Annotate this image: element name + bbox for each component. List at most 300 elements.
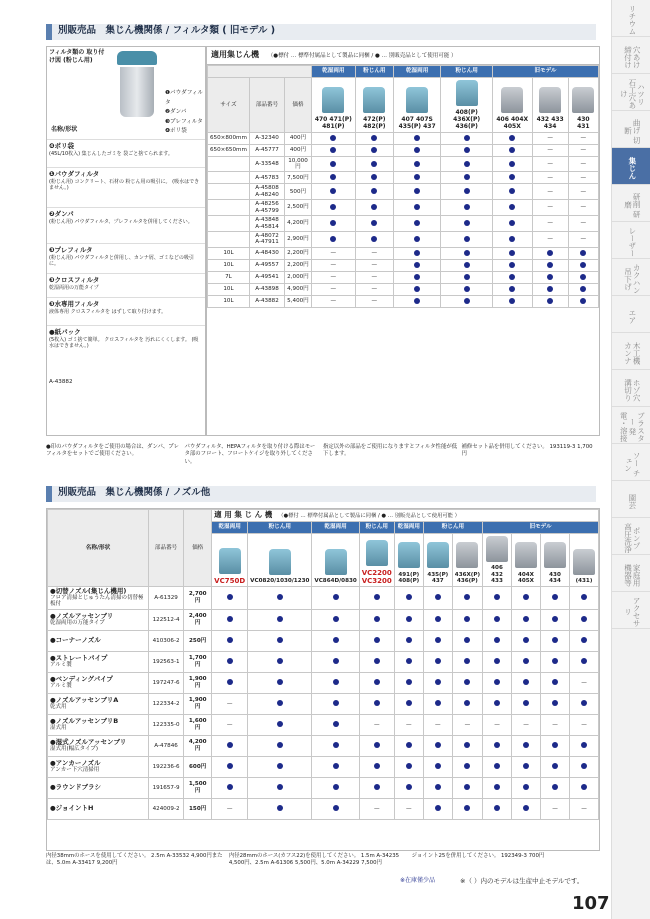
available-dot-icon: [371, 188, 377, 194]
compat-cell: [248, 609, 312, 630]
available-dot-icon: [494, 700, 500, 706]
compat-cell: [359, 798, 394, 819]
column-header: 名称/形状: [48, 510, 149, 587]
compat-cell: [541, 714, 570, 735]
compat-cell: [568, 184, 598, 200]
sidebar-item-1[interactable]: 穴あけ 締付け: [612, 37, 650, 74]
available-dot-icon: [333, 784, 339, 790]
available-dot-icon: [547, 250, 553, 256]
available-dot-icon: [435, 742, 441, 748]
part-number-cell: A-33548: [249, 156, 284, 172]
part-number-cell: A-48072 A-47911: [249, 231, 284, 247]
size-cell: [208, 156, 250, 172]
available-dot-icon: [552, 679, 558, 685]
compat-cell: [312, 777, 359, 798]
available-dot-icon: [580, 286, 586, 292]
available-dot-icon: [277, 784, 283, 790]
compat-cell: [483, 714, 512, 735]
available-dot-icon: [494, 784, 500, 790]
model-name: 472(P) 482(P): [363, 115, 386, 130]
compat-cell: [532, 259, 568, 271]
compat-cell: [393, 259, 441, 271]
available-dot-icon: [494, 658, 500, 664]
compat-cell: [359, 756, 394, 777]
group-header: 乾湿両用: [312, 522, 359, 534]
nozzle-sub: 乾湿両用の万能タイプ: [50, 620, 105, 627]
model-cell: [452, 534, 482, 587]
sidebar-item-9[interactable]: 木工機 カンナ: [612, 333, 650, 370]
part-label: ❹ポリ袋: [165, 128, 187, 134]
not-applicable-dash: —: [547, 160, 553, 167]
price-cell: 250円: [184, 630, 212, 651]
vacuum-icon: [406, 87, 428, 113]
model-cell: [568, 78, 598, 133]
compat-cell: [311, 259, 355, 271]
compat-cell: [532, 271, 568, 283]
compat-cell: [248, 798, 312, 819]
price-cell: 1,600円: [184, 714, 212, 735]
available-dot-icon: [277, 763, 283, 769]
available-dot-icon: [464, 220, 470, 226]
compat-cell: [423, 756, 452, 777]
available-dot-icon: [374, 679, 380, 685]
available-dot-icon: [581, 616, 587, 622]
filter-name: ❹ポリ袋: [49, 142, 75, 150]
compat-cell: [532, 295, 568, 307]
available-dot-icon: [509, 250, 515, 256]
available-dot-icon: [464, 700, 470, 706]
legend: （●標付 … 標準付属品として製品に同梱 / ● … 別販売品として使用可能 ）: [278, 513, 460, 520]
available-dot-icon: [414, 286, 420, 292]
compat-cell: [393, 132, 441, 144]
available-dot-icon: [414, 298, 420, 304]
price-cell: 5,400円: [285, 295, 312, 307]
part-number-cell: 192563-1: [148, 651, 183, 672]
model-cell: [248, 534, 312, 587]
nozzle-sub: 湿式用(幅広タイプ): [50, 746, 99, 753]
sidebar-item-0[interactable]: リチウム: [612, 0, 650, 37]
available-dot-icon: [552, 784, 558, 790]
sidebar-item-7[interactable]: カクハン 吊下げ: [612, 259, 650, 296]
compat-cell: [492, 172, 532, 184]
nozzle-sub: 乾式用: [50, 704, 67, 711]
model-name: (431): [575, 578, 593, 585]
not-applicable-dash: —: [226, 805, 233, 812]
vacuum-icon: [322, 87, 344, 113]
compat-cell: [359, 586, 394, 609]
available-dot-icon: [547, 286, 553, 292]
not-applicable-dash: —: [373, 805, 380, 812]
compat-cell: [492, 247, 532, 259]
applicable-heading: 適用集じん機: [211, 50, 259, 59]
nozzle-table: [47, 509, 599, 820]
available-dot-icon: [464, 616, 470, 622]
part-label: ❷ダンパ: [165, 109, 187, 115]
sidebar-item-11[interactable]: ブラスター 発電・溶接: [612, 407, 650, 444]
compat-cell: [568, 200, 598, 216]
filter-desc: (粉じん用) パウダフィルタと併用し、カンナ屑、ゴミなどの吸引に。: [49, 254, 194, 268]
vacuum-icon: [515, 542, 537, 568]
sidebar-item-12[interactable]: ソー チェン: [612, 444, 650, 481]
compat-cell: [452, 672, 482, 693]
compat-cell: [483, 756, 512, 777]
compat-cell: [311, 216, 355, 232]
price-cell: 1,700円: [184, 651, 212, 672]
filter-name: ❸クロスフィルタ: [49, 276, 100, 284]
available-dot-icon: [509, 204, 515, 210]
not-applicable-dash: —: [547, 134, 553, 141]
compat-cell: [492, 216, 532, 232]
vacuum-icon: [501, 87, 523, 113]
part-number-cell: A-48430: [249, 247, 284, 259]
compat-cell: [212, 798, 248, 819]
price-cell: 4,900円: [285, 283, 312, 295]
compat-cell: [541, 672, 570, 693]
sidebar-item-6[interactable]: レーザー: [612, 222, 650, 259]
available-dot-icon: [374, 637, 380, 643]
available-dot-icon: [330, 188, 336, 194]
compat-cell: [312, 609, 359, 630]
model-cell: [311, 78, 355, 133]
available-dot-icon: [227, 594, 233, 600]
compat-cell: [312, 630, 359, 651]
compat-cell: [355, 132, 393, 144]
compat-cell: [541, 651, 570, 672]
sidebar-item-8[interactable]: エア: [612, 296, 650, 333]
compat-cell: [359, 735, 394, 756]
not-applicable-dash: —: [580, 146, 587, 153]
model-cell: [212, 534, 248, 587]
available-dot-icon: [227, 742, 233, 748]
price-cell: 400円: [285, 144, 312, 156]
not-applicable-dash: —: [547, 146, 553, 153]
nozzle-name: ●ベンディングパイプ: [50, 674, 113, 683]
sidebar-item-14[interactable]: ポンプ 高圧洗浄: [612, 518, 650, 555]
available-dot-icon: [374, 763, 380, 769]
compat-cell: [393, 172, 441, 184]
vacuum-icon: [398, 542, 420, 568]
available-dot-icon: [580, 250, 586, 256]
not-applicable-dash: —: [371, 298, 378, 305]
compat-cell: [483, 586, 512, 609]
not-applicable-dash: —: [580, 236, 587, 243]
compat-cell: [248, 630, 312, 651]
size-cell: [208, 184, 250, 200]
compat-cell: [312, 651, 359, 672]
available-dot-icon: [333, 742, 339, 748]
compat-cell: [355, 172, 393, 184]
compat-cell: [452, 630, 482, 651]
price-cell: 2,200円: [285, 259, 312, 271]
compat-cell: [359, 630, 394, 651]
group-header: 粉じん用: [355, 66, 393, 78]
nozzle-name-cell: [48, 609, 149, 630]
compat-cell: [355, 144, 393, 156]
nozzle-name: ●ノズルアッセンブリ: [50, 611, 114, 620]
nozzle-name: ●コーナーノズル: [50, 636, 101, 645]
model-name: 404X 405X: [518, 571, 534, 585]
price-cell: 500円: [285, 184, 312, 200]
compat-cell: [568, 172, 598, 184]
compat-cell: [312, 693, 359, 714]
sidebar-item-13[interactable]: 園芸: [612, 481, 650, 518]
not-applicable-dash: —: [371, 262, 378, 269]
compat-cell: [248, 777, 312, 798]
price-cell: 2,400円: [184, 609, 212, 630]
compat-cell: [394, 651, 423, 672]
nozzle-name-cell: [48, 586, 149, 609]
compat-cell: [212, 672, 248, 693]
available-dot-icon: [523, 763, 529, 769]
available-dot-icon: [374, 742, 380, 748]
not-applicable-dash: —: [581, 679, 587, 686]
compat-cell: [441, 216, 493, 232]
filter-note: ●印のパウダフィルタをご使用の場合は、ダンパ、プレフィルタをセットでご使用ください。: [46, 444, 179, 458]
available-dot-icon: [523, 637, 529, 643]
available-dot-icon: [333, 637, 339, 643]
filter-table: [207, 65, 599, 308]
compat-cell: [393, 271, 441, 283]
price-cell: 7,500円: [285, 172, 312, 184]
vacuum-icon: [363, 87, 385, 113]
compat-cell: [311, 231, 355, 247]
compat-cell: [423, 714, 452, 735]
available-dot-icon: [523, 742, 529, 748]
available-dot-icon: [414, 174, 420, 180]
not-applicable-dash: —: [523, 721, 529, 728]
filter-notes: [46, 444, 600, 482]
nozzle-name-cell: [48, 693, 149, 714]
available-dot-icon: [371, 147, 377, 153]
compat-cell: [570, 672, 599, 693]
compat-cell: [568, 247, 598, 259]
part-number-cell: 192236-6: [148, 756, 183, 777]
available-dot-icon: [227, 763, 233, 769]
compat-cell: [394, 609, 423, 630]
compat-cell: [483, 798, 512, 819]
available-dot-icon: [330, 147, 336, 153]
available-dot-icon: [494, 594, 500, 600]
available-dot-icon: [277, 658, 283, 664]
available-dot-icon: [371, 161, 377, 167]
filter-note: 補修セット品を併用してください。 193119-3 1,700円: [461, 444, 593, 458]
sidebar-item-2[interactable]: ハツリ 石工穴あけ: [612, 74, 650, 111]
available-dot-icon: [580, 298, 586, 304]
available-dot-icon: [494, 637, 500, 643]
compat-cell: [393, 156, 441, 172]
not-applicable-dash: —: [330, 250, 337, 257]
compat-cell: [492, 200, 532, 216]
available-dot-icon: [523, 616, 529, 622]
compat-cell: [359, 777, 394, 798]
compat-cell: [359, 693, 394, 714]
compat-cell: [312, 756, 359, 777]
compat-cell: [512, 651, 541, 672]
available-dot-icon: [414, 161, 420, 167]
compat-cell: [570, 609, 599, 630]
part-number-cell: 122334-2: [148, 693, 183, 714]
capacity-cell: 10L: [208, 283, 250, 295]
compat-cell: [532, 200, 568, 216]
price-cell: 2,900円: [285, 231, 312, 247]
available-dot-icon: [371, 174, 377, 180]
compat-cell: [394, 672, 423, 693]
compat-cell: [570, 798, 599, 819]
available-dot-icon: [371, 204, 377, 210]
nozzle-sub: アルミ製: [50, 683, 72, 690]
not-applicable-dash: —: [547, 174, 553, 181]
available-dot-icon: [580, 262, 586, 268]
available-dot-icon: [333, 679, 339, 685]
compat-cell: [568, 216, 598, 232]
vacuum-icon: [456, 80, 478, 106]
capacity-cell: 10L: [208, 247, 250, 259]
vacuum-icon: [572, 87, 594, 113]
price-cell: 4,200円: [184, 735, 212, 756]
not-applicable-dash: —: [547, 220, 553, 227]
available-dot-icon: [414, 135, 420, 141]
filter-name-block: [47, 273, 205, 297]
part-number-cell: A-48256 A-45799: [249, 200, 284, 216]
compat-cell: [570, 777, 599, 798]
available-dot-icon: [227, 658, 233, 664]
model-name: 406 404X 405X: [496, 115, 529, 130]
available-dot-icon: [581, 637, 587, 643]
filter-name-block: [47, 207, 205, 243]
compat-cell: [393, 283, 441, 295]
compat-cell: [512, 756, 541, 777]
not-applicable-dash: —: [580, 134, 587, 141]
part-number-cell: 122512-4: [148, 609, 183, 630]
nozzle-name-cell: [48, 651, 149, 672]
available-dot-icon: [464, 594, 470, 600]
available-dot-icon: [509, 286, 515, 292]
compat-cell: [311, 247, 355, 259]
vacuum-icon: [269, 549, 291, 575]
available-dot-icon: [227, 679, 233, 685]
vacuum-icon: [539, 87, 561, 113]
applicable-heading: [212, 510, 599, 522]
compat-cell: [212, 630, 248, 651]
available-dot-icon: [547, 298, 553, 304]
available-dot-icon: [414, 220, 420, 226]
available-dot-icon: [406, 658, 412, 664]
nozzle-name: ●ノズルアッセンブリA: [50, 695, 119, 704]
nozzle-footnote: 内径38mmのホースを使用してください。 2.5m A-33532 4,900円または、5.0m A-33417 9,200円: [46, 853, 223, 867]
applicable-label: 適 用 集 じ ん 機: [214, 510, 273, 520]
compat-cell: [492, 259, 532, 271]
available-dot-icon: [227, 616, 233, 622]
model-cell: [423, 534, 452, 587]
part-number-cell: 197247-6: [148, 672, 183, 693]
price-cell: 10,000円: [285, 156, 312, 172]
available-dot-icon: [464, 262, 470, 268]
nozzle-name: ●ストレートパイプ: [50, 653, 108, 662]
size-cell: 650×650mm: [208, 144, 250, 156]
available-dot-icon: [581, 742, 587, 748]
part-number-cell: A-32340: [249, 132, 284, 144]
compat-cell: [532, 172, 568, 184]
compat-cell: [248, 586, 312, 609]
compat-cell: [492, 132, 532, 144]
vacuum-icon: [325, 549, 347, 575]
price-cell: 1,900円: [184, 672, 212, 693]
part-number-cell: A-43848 A-45814: [249, 216, 284, 232]
part-number-cell: A-47846: [148, 735, 183, 756]
available-dot-icon: [374, 784, 380, 790]
sidebar-item-15[interactable]: 家庭用 機器等: [612, 555, 650, 592]
available-dot-icon: [464, 658, 470, 664]
available-dot-icon: [464, 174, 470, 180]
available-dot-icon: [464, 135, 470, 141]
available-dot-icon: [277, 721, 283, 727]
available-dot-icon: [581, 594, 587, 600]
page-number: 107: [572, 893, 610, 914]
compat-cell: [441, 295, 493, 307]
capacity-cell: 7L: [208, 271, 250, 283]
available-dot-icon: [552, 658, 558, 664]
sidebar-item-5[interactable]: 研削 研磨: [612, 185, 650, 222]
nozzle-table-panel: [46, 508, 600, 851]
model-name: 432 433 434: [536, 115, 564, 130]
compat-cell: [568, 231, 598, 247]
nozzle-name-cell: [48, 798, 149, 819]
available-dot-icon: [581, 763, 587, 769]
not-applicable-dash: —: [494, 721, 500, 728]
compat-cell: [483, 609, 512, 630]
compat-cell: [248, 651, 312, 672]
compat-cell: [248, 672, 312, 693]
nozzle-name-cell: [48, 756, 149, 777]
available-dot-icon: [371, 236, 377, 242]
filter-desc: (粉じん用) コンクリート、石材の 粉じん用の吸引に。 (吸水はできません。): [49, 178, 200, 192]
category-sidebar: [611, 0, 650, 919]
compat-cell: [393, 247, 441, 259]
available-dot-icon: [406, 763, 412, 769]
model-name: VC750D: [214, 576, 246, 585]
not-applicable-dash: —: [373, 721, 380, 728]
available-dot-icon: [580, 274, 586, 280]
part-number-cell: A-61329: [148, 586, 183, 609]
part-number-cell: A-43882: [249, 295, 284, 307]
size-cell: [208, 216, 250, 232]
compat-cell: [423, 735, 452, 756]
model-name: 435(P) 437: [427, 571, 449, 585]
sidebar-item-16[interactable]: アクセサリ: [612, 592, 650, 629]
available-dot-icon: [277, 594, 283, 600]
available-dot-icon: [547, 262, 553, 268]
compat-cell: [452, 609, 482, 630]
nozzle-name-cell: [48, 630, 149, 651]
compat-cell: [441, 271, 493, 283]
available-dot-icon: [435, 784, 441, 790]
compat-cell: [311, 200, 355, 216]
not-applicable-dash: —: [330, 262, 337, 269]
compat-cell: [355, 216, 393, 232]
filter-name: ❷ダンパ: [49, 210, 74, 218]
available-dot-icon: [227, 637, 233, 643]
sidebar-item-10[interactable]: ホゾ穴 溝切り: [612, 370, 650, 407]
compat-cell: [452, 586, 482, 609]
available-dot-icon: [227, 784, 233, 790]
compat-cell: [441, 283, 493, 295]
compat-cell: [212, 777, 248, 798]
sidebar-item-3[interactable]: 曲げ 切断: [612, 111, 650, 148]
compat-cell: [359, 714, 394, 735]
filter-name: ❶パウダフィルタ: [49, 170, 100, 178]
compat-cell: [570, 735, 599, 756]
sidebar-item-4[interactable]: 集じん: [612, 148, 650, 185]
